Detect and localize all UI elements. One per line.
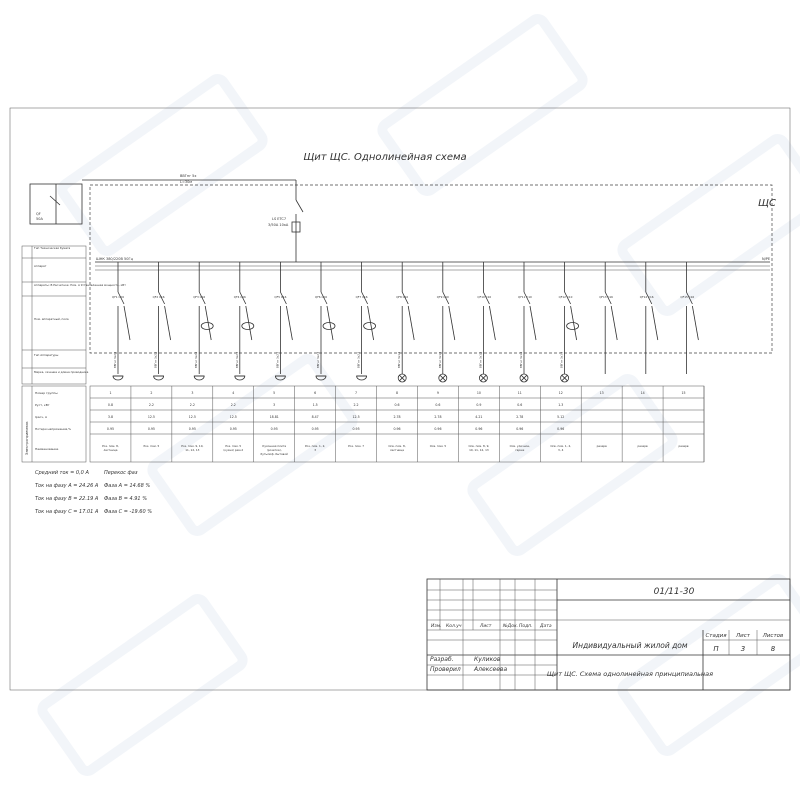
breaker-label: QF13 C16 — [599, 295, 613, 299]
imbalance-line: Фаза B = 4.91 % — [104, 496, 147, 502]
tb-head-col: Дата — [540, 624, 552, 629]
circuit-description: резерв — [637, 444, 648, 448]
left-column-label: Тип Техническая бумага — [34, 246, 71, 250]
circuit-2 — [143, 262, 171, 462]
left-column-label: Ном. аппаратный, пола — [34, 317, 69, 321]
power-kw: 0.6 — [394, 403, 400, 407]
stage-col: Листов — [762, 633, 784, 639]
power-kw: 2.2 — [189, 403, 195, 407]
socket-icon — [154, 376, 164, 380]
circuit-description: Роз. пом. 5 — [143, 444, 160, 448]
power-kw: 2.2 — [353, 403, 359, 407]
current-a: 3.8 — [107, 415, 114, 419]
circuit-description: Роз. пом. 7 — [348, 444, 365, 448]
imbalance-line: Перекос фаз — [104, 470, 138, 476]
socket-icon — [275, 376, 285, 380]
table-row-label: Номер группы — [35, 391, 58, 395]
left-column-label: Марка, сечение и длина проводника — [34, 370, 89, 374]
title-block-header — [431, 623, 552, 629]
tb-head-col: Подп. — [519, 624, 533, 629]
circuit-description: резерв — [596, 444, 607, 448]
power-kw: 2.2 — [230, 403, 236, 407]
socket-icon — [113, 376, 123, 380]
voltage-loss: 0.95 — [352, 427, 360, 431]
table-row-labels — [35, 391, 71, 451]
circuit-description: 11, 12, 13 — [185, 448, 200, 452]
current-a: 2.78 — [393, 415, 401, 419]
cable-label: ВВГнг 3х2.5 — [114, 351, 117, 368]
current-a: 2.78 — [516, 415, 524, 419]
breaker-label: QF8 C10 — [396, 295, 409, 299]
circuit-4 — [223, 262, 253, 462]
left-breaker-sub: 50А — [36, 217, 43, 221]
imbalance-line: Фаза А = 14.68 % — [104, 483, 151, 489]
bus-label: ШНК 380/220В 50Гц — [96, 257, 133, 261]
cable-label: ВВГнг 3х2.5 — [154, 351, 158, 368]
current-summary — [35, 470, 99, 515]
rcd-icon — [567, 323, 579, 330]
voltage-loss: 0.96 — [557, 427, 565, 431]
stage-col: Лист — [736, 633, 750, 639]
group-number: 9 — [436, 391, 439, 395]
group-number: 4 — [232, 391, 235, 395]
circuit-14 — [638, 262, 664, 462]
main-breaker-label: LS ETC7 — [272, 217, 287, 221]
voltage-loss: 0.95 — [229, 427, 237, 431]
current-a: 2.78 — [434, 415, 442, 419]
voltage-loss: 0.96 — [516, 427, 524, 431]
sheet-frame — [10, 108, 790, 690]
circuit-15 — [678, 262, 704, 462]
circuit-13 — [597, 262, 623, 462]
current-a: 8.47 — [311, 415, 319, 419]
circuit-description: лестница — [103, 448, 118, 452]
circuit-9 — [430, 262, 459, 462]
group-number: 6 — [314, 391, 317, 395]
breaker-label: QF14 C16 — [639, 295, 654, 299]
circuit-group — [102, 262, 704, 462]
circuit-description: Осв. пом. 5 — [429, 444, 447, 448]
rcd-icon — [323, 323, 335, 330]
voltage-loss: 0.95 — [311, 427, 319, 431]
group-number: 8 — [395, 391, 399, 395]
circuit-description: гараж — [515, 448, 525, 452]
group-number: 10 — [476, 391, 481, 395]
tb-head-col: Кол.уч — [446, 624, 462, 629]
socket-icon — [235, 376, 245, 380]
power-kw: 2.2 — [148, 403, 154, 407]
current-a: 12.5 — [229, 415, 237, 419]
circuit-description: (розетка), — [266, 448, 282, 452]
socket-icon — [357, 376, 367, 380]
circuit-description: 10, 11, 12, 13 — [469, 448, 489, 452]
group-number: 13 — [599, 391, 604, 395]
current-a: 18.81 — [269, 415, 279, 419]
name-2: Алексеева — [474, 666, 508, 673]
circuit-description: 3 — [314, 448, 317, 452]
voltage-loss: 0.95 — [188, 427, 196, 431]
bus-right-label: N/PE — [762, 257, 771, 261]
sheet-name: Щит ЩС. Схема однолинейная принципиальная — [546, 670, 714, 678]
power-kw: 1.3 — [558, 403, 564, 407]
breaker-label: QF5 C16 — [274, 295, 287, 299]
left-breaker-label: QF — [36, 212, 41, 216]
project-name: Индивидуальный жилой дом — [572, 641, 688, 650]
left-column-label: Аппарат — [34, 264, 47, 268]
circuit-3 — [181, 262, 213, 462]
circuit-description: Осв. уличное, — [509, 444, 530, 448]
power-kw: 0.6 — [517, 403, 523, 407]
circuit-description: Роз. пом. 1, 2, — [304, 444, 326, 448]
breaker-label: QF3 C16 — [193, 295, 206, 299]
stage-val: П — [713, 645, 719, 653]
role-2: Проверил — [430, 666, 461, 673]
socket-icon — [194, 376, 204, 380]
circuit-description: Осв. пом. 8, — [388, 444, 406, 448]
input-cable-sub: L=30м — [180, 180, 192, 184]
stage-val: 8 — [770, 645, 776, 653]
voltage-loss: 0.96 — [434, 427, 442, 431]
cable-label: ВВГнг 3х1.5 — [560, 351, 564, 368]
stage-val: 3 — [740, 645, 746, 653]
circuit-7 — [348, 262, 376, 462]
summary-line: Ток на фазу А = 24.26 А — [35, 483, 99, 489]
current-a: 12.5 — [147, 415, 155, 419]
group-number: 11 — [517, 391, 522, 395]
summary-line: Ток на фазу B = 22.19 А — [35, 496, 99, 502]
cable-label: ВВГнг 3х2.5 — [235, 351, 239, 368]
cable-label: ВВГнг 3х1.5 — [398, 351, 402, 368]
circuit-description: 3, 4 — [558, 448, 564, 452]
breaker-label: QF2 C16 — [152, 295, 165, 299]
summary-line: Ток на фазу C = 17.01 А — [35, 509, 99, 515]
breaker-label: QF12 C10 — [558, 295, 573, 299]
socket-icon — [316, 376, 326, 380]
table-row-label: Наименование — [35, 447, 59, 451]
circuit-1 — [102, 262, 131, 462]
rcd-icon — [201, 323, 213, 330]
cable-label: ВВГнг 3х2.5 — [317, 351, 320, 368]
group-number: 14 — [640, 391, 645, 395]
circuit-description: Кухонная плита — [262, 444, 287, 448]
power-kw: 3 — [273, 403, 276, 407]
circuit-12 — [550, 262, 581, 462]
summary-line: Средний ток = 0,0 А — [35, 470, 89, 476]
current-a: 4.21 — [475, 415, 483, 419]
input-cable-label: ВВГнг 5х — [180, 174, 197, 178]
circuit-11 — [510, 262, 541, 462]
breaker-label: QF10 C10 — [477, 295, 492, 299]
power-kw: 0.6 — [435, 403, 441, 407]
circuit-description: Роз. пом. 9, 10, — [181, 444, 204, 448]
circuit-description: Осв. пом. 1, 2, — [550, 444, 572, 448]
voltage-loss: 0.95 — [147, 427, 155, 431]
left-label-texts — [33, 246, 126, 374]
group-number: 1 — [109, 391, 112, 395]
breaker-label: QF11 C10 — [518, 295, 532, 299]
voltage-loss: 0.95 — [106, 427, 115, 431]
voltage-loss: 0.96 — [475, 427, 483, 431]
circuit-description: лестница — [390, 448, 404, 452]
circuit-description: Осв. пом. 8, 9, — [468, 444, 490, 448]
power-kw: 0.9 — [476, 403, 482, 407]
panel-label: ЩС — [758, 198, 776, 209]
breaker-label: QF1 C16 — [112, 295, 124, 299]
panel-enclosure — [90, 185, 772, 353]
drawing-code: 01/11-30 — [653, 587, 695, 597]
group-number: 12 — [558, 391, 563, 395]
group-number: 3 — [191, 391, 194, 395]
breaker-label: QF7 C16 — [355, 295, 368, 299]
current-a: 5.12 — [557, 415, 565, 419]
phase-imbalance-summary — [104, 470, 152, 515]
left-column-label: Аппараты: В Расчетное: Ном. А Установленная мощность, кВт — [34, 283, 126, 287]
group-number: 5 — [273, 391, 276, 395]
rcd-icon — [242, 323, 254, 330]
breaker-label: QF9 C10 — [436, 295, 449, 299]
circuit-description: Роз. пом. 8, — [102, 444, 119, 448]
voltage-loss: 0.96 — [393, 427, 401, 431]
cable-label: ВВГнг 3х2.5 — [357, 351, 361, 368]
left-section-label: Электроприемник — [25, 421, 29, 455]
current-a: 12.5 — [352, 415, 360, 419]
stage-col: Стадия — [705, 633, 727, 639]
main-breaker-sub: 3/50А 10кА — [268, 223, 289, 227]
table-row-label: Потери напряжения,% — [35, 427, 72, 431]
circuit-10 — [468, 262, 499, 462]
cable-label: ВВГнг 3х1.5 — [520, 351, 523, 368]
circuit-description: (кухня) рем.2 — [223, 448, 244, 452]
circuit-5 — [261, 262, 295, 462]
table-row-label: Iрасч, А — [35, 415, 48, 419]
table-row-label: Руст, кВт — [35, 403, 50, 407]
imbalance-line: Фаза C = -19.60 % — [104, 509, 152, 515]
cable-label: ВВГнг 3х1.5 — [438, 351, 442, 368]
name-1: Куликов — [474, 656, 501, 663]
circuit-6 — [305, 262, 336, 462]
tb-head-col: Лист — [480, 624, 492, 629]
tb-head-col: №Док. — [503, 624, 519, 629]
left-column-label: Тип Аппаратуры — [34, 353, 59, 357]
current-a: 12.5 — [188, 415, 196, 419]
breaker-label: QF15 C16 — [680, 295, 695, 299]
cable-label: ВВГнг 3х2.5 — [195, 351, 199, 368]
rcd-icon — [364, 323, 376, 330]
voltage-loss: 0.95 — [270, 427, 278, 431]
stage-block — [705, 633, 783, 653]
cable-label: ВВГнг 3х1.5 — [479, 351, 483, 368]
cable-label: ВВГнг 3х2.5 — [276, 351, 280, 368]
left-label-column — [22, 246, 86, 384]
diagram-title: Щит ЩС. Однолинейная схема — [303, 152, 467, 163]
breaker-label: QF4 C16 — [233, 295, 246, 299]
group-number: 15 — [681, 391, 686, 395]
circuit-description: резерв — [678, 444, 689, 448]
role-1: Разраб. — [430, 656, 454, 663]
group-number: 2 — [150, 391, 153, 395]
circuit-description: Роз. пом. 5 — [225, 444, 242, 448]
group-number: 7 — [355, 391, 358, 395]
power-kw: 0.8 — [107, 403, 114, 407]
breaker-label: QF6 C16 — [315, 295, 327, 299]
tb-head-col: Изм. — [431, 624, 442, 629]
circuit-description: бутылоф. бытовой — [260, 452, 288, 456]
circuit-8 — [388, 262, 417, 462]
power-kw: 1.5 — [312, 403, 318, 407]
